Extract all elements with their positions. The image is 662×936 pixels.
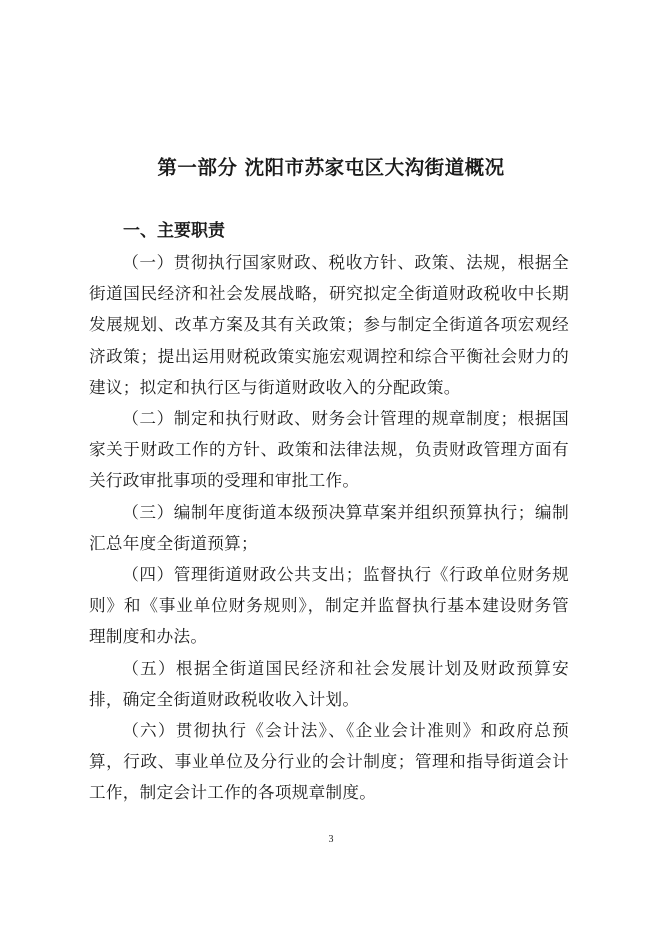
document-body <box>89 247 569 809</box>
paragraph-5: （五）根据全街道国民经济和社会发展计划及财政预算安排，确定全街道财政税收收入计划。 <box>89 658 569 709</box>
paragraph-6: （六）贯彻执行《会计法》、《企业会计准则》和政府总预算，行政、事业单位及分行业的会计制度；管理和指导街道会计工作，制定会计工作的各项规章制度。 <box>89 721 569 803</box>
paragraph-4: （四）管理街道财政公共支出；监督执行《行政单位财务规则》和《事业单位财务规则》，制定并监督执行基本建设财务管理制度和办法。 <box>89 565 569 647</box>
page-title: 第一部分 沈阳市苏家屯区大沟街道概况 <box>157 156 505 179</box>
page-number: 3 <box>328 834 334 845</box>
section-heading: 一、主要职责 <box>123 221 225 241</box>
paragraph-3: （三）编制年度街道本级预决算草案并组织预算执行；编制汇总年度全街道预算； <box>89 502 569 553</box>
paragraph-1: （一）贯彻执行国家财政、税收方针、政策、法规，根据全街道国民经济和社会发展战略，研究拟定全街道财政税收中长期发展规划、改革方案及其有关政策；参与制定全街道各项宏观经济政策；提出运用财税政策实施宏观调控和综合平衡社会财力的建议；拟定和执行区与街道财政收入的分配政策。 <box>89 253 569 397</box>
paragraph-2: （二）制定和执行财政、财务会计管理的规章制度；根据国家关于财政工作的方针、政策和法律法规，负责财政管理方面有关行政审批事项的受理和审批工作。 <box>89 409 569 491</box>
